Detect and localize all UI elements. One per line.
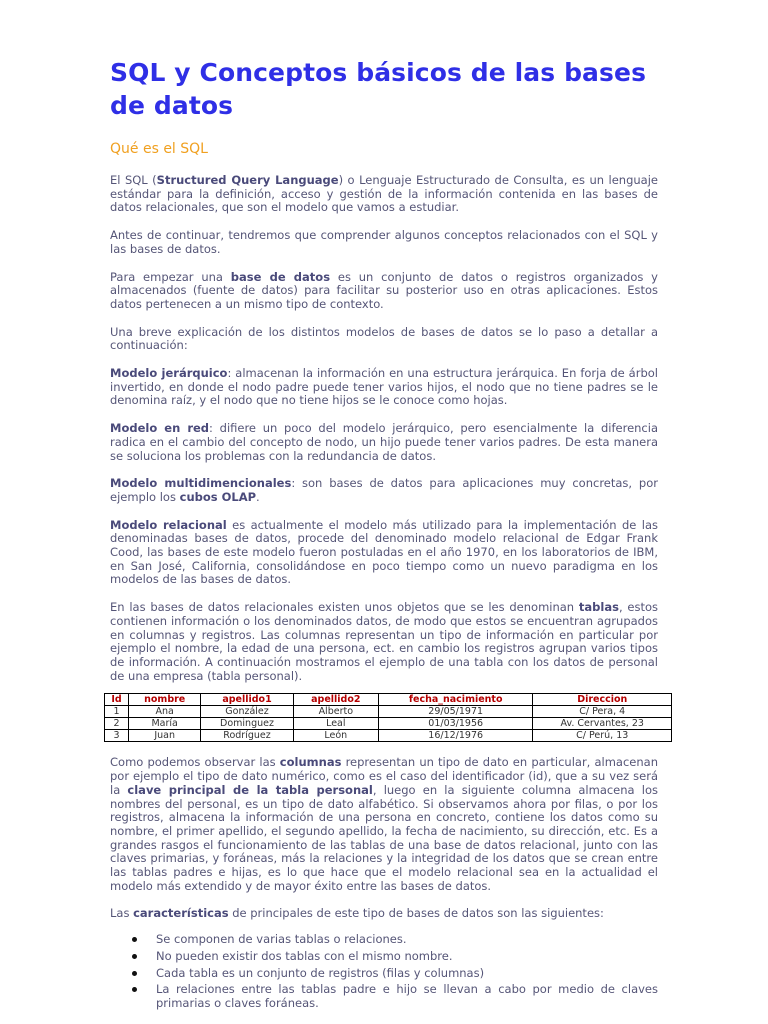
table-cell: 1 [105, 706, 129, 718]
table-cell: 3 [105, 730, 129, 742]
list-item [132, 933, 658, 947]
table-header-row [105, 694, 672, 706]
bullet-icon [132, 971, 137, 976]
text: de principales de este tipo de bases de datos son las siguientes: [228, 906, 604, 921]
text: : son bases de datos para aplicaciones muy concretas, por ejemplo los [110, 476, 658, 504]
text: es un conjunto de datos o registros organizados y almacenados (fuente de datos) para facilitar su posterior uso en otras aplicaciones. Estos datos pertenecen a un mismo tipo de contexto. [110, 269, 658, 311]
bullet-icon [132, 954, 137, 959]
list-item-text: Cada tabla es un conjunto de registros (filas y columnas) [156, 965, 485, 980]
text: Las [110, 906, 134, 921]
paragraph-intro: Antes de continuar, tendremos que comprender algunos conceptos relacionados con el SQL y las bases de datos. [110, 228, 658, 256]
paragraph-base-de-datos [110, 271, 658, 312]
bullet-icon [132, 937, 137, 942]
table-cell: C/ Perú, 13 [533, 730, 672, 742]
paragraph-modelo-relacional [110, 519, 658, 588]
table-cell: Av. Cervantes, 23 [533, 718, 672, 730]
paragraph-columnas [110, 756, 658, 893]
list-item-text: Se componen de varias tablas o relaciones. [156, 932, 407, 947]
table-cell: Alberto [293, 706, 378, 718]
paragraph-modelo-jerarquico [110, 367, 658, 408]
personal-table [104, 693, 672, 742]
text: representan un tipo de dato en particular, almacenan por ejemplo el tipo de dato numérico, como es el caso del identificador (id), que a su vez será la [110, 755, 659, 797]
table-cell: 29/05/1971 [378, 706, 533, 718]
text: es actualmente el modelo más utilizado para la implementación de las denominadas bases de datos, procede del denominado modelo relacional de Edgar Frank Cood, las bases de este modelo fueron postuladas en el año 1970, en los laboratorios de IBM, en San José, California, consolidándose en poco tiempo como un nuevo paradigma en los modelos de las bases de datos. [110, 517, 658, 587]
table-cell: Rodríguez [201, 730, 293, 742]
table-cell: Juan [129, 730, 201, 742]
column-header: apellido2 [293, 694, 378, 706]
table-cell: González [201, 706, 293, 718]
paragraph-sql-definition [110, 174, 658, 215]
list-item-text: No pueden existir dos tablas con el mismo nombre. [156, 948, 453, 963]
table-cell: Leal [293, 718, 378, 730]
column-header: apellido1 [201, 694, 293, 706]
text: : almacenan la información en una estructura jerárquica. En forja de árbol invertido, en donde el nodo padre puede tener varios hijos, el nodo que no tiene padres se le denomina raíz, y el nodo que no tiene hijos se le conoce como hojas. [110, 366, 658, 408]
text: El SQL ( [110, 173, 157, 187]
term-tablas: tablas [578, 600, 619, 615]
table-cell: Ana [129, 706, 201, 718]
page-title: SQL y Conceptos básicos de las bases de datos [110, 58, 647, 120]
characteristics-list [110, 933, 658, 1011]
paragraph-modelo-en-red [110, 422, 658, 463]
column-header: Id [105, 694, 129, 706]
text: En las bases de datos relacionales existen unos objetos que se les denominan [110, 600, 579, 615]
term-modelo-multidimensional: Modelo multidimencionales [110, 476, 292, 491]
paragraph-modelo-multidimensional [110, 477, 658, 504]
paragraph-modelos-intro: Una breve explicación de los distintos modelos de bases de datos se lo paso a detallar a continuación: [110, 324, 658, 353]
table-row [105, 718, 672, 730]
term-modelo-jerarquico: Modelo jerárquico [110, 366, 228, 381]
paragraph-caracteristicas [110, 907, 658, 921]
text: : difiere un poco del modelo jerárquico, pero esencialmente la diferencia radica en el cambio del concepto de nodo, un hijo puede tener varios padres. De esta manera se soluciona los problemas con la redundancia de datos. [110, 421, 658, 463]
table-cell: León [293, 730, 378, 742]
column-header: nombre [129, 694, 201, 706]
text: , estos contienen información o los denominados datos, de modo que estos se encuentran agrupados en columnas y registros. Las columnas representan un tipo de información en particular por ejemplo el nombre, la edad de una persona, ect. en cambio los registros agrupan varios tipos de información. A continuación mostramos el ejemplo de una tabla con los datos de personal de una empresa (tabla personal). [110, 600, 658, 683]
term-modelo-en-red: Modelo en red [110, 421, 210, 436]
list-item [132, 967, 658, 981]
column-header: fecha_nacimiento [378, 694, 533, 706]
term-columnas: columnas [279, 755, 342, 770]
table-cell: C/ Pera, 4 [533, 706, 672, 718]
section-heading: Qué es el SQL [110, 141, 208, 157]
list-item [132, 950, 658, 964]
term-structured-query-language: Structured Query Language [156, 173, 339, 187]
text: . [256, 489, 260, 504]
text: Para empezar una [110, 269, 231, 284]
text: , luego en la siguiente columna almacena los nombres del personal, es un tipo de dato alfabético. Si observamos ahora por filas, o por los registros, almacena la información de una persona en concreto, contiene los datos como su nombre, el primer apellido, el segundo apellido, la fecha de nacimiento, su dirección, etc. Es a grandes rasgos el funcionamiento de las tablas de una base de datos relacional, junto con las claves primarias, y foráneas, más la relaciones y la integridad de los datos que se crean entre las tablas padres e hijas, es lo que hace que el modelo relacional sea en la actualidad el modelo más extendido y de mayor éxito entre las bases de datos. [110, 782, 658, 893]
table-cell: 01/03/1956 [378, 718, 533, 730]
table-cell: Dominguez [201, 718, 293, 730]
table-cell: 2 [105, 718, 129, 730]
list-item-text: La relaciones entre las tablas padre e hijo se llevan a cabo por medio de claves primarias o claves foráneas. [156, 982, 658, 1010]
table-cell: 16/12/1976 [378, 730, 533, 742]
term-base-de-datos: base de datos [230, 269, 331, 284]
term-clave-principal: clave principal de la tabla personal [127, 782, 373, 797]
list-item [132, 983, 658, 1010]
table-row [105, 706, 672, 718]
paragraph-tablas [110, 601, 658, 683]
text: Como podemos observar las [110, 755, 280, 770]
column-header: Direccion [533, 694, 672, 706]
term-cubos-olap: cubos OLAP [179, 489, 257, 504]
text: ) o Lenguaje Estructurado de Consulta, es un lenguaje estándar para la definición, acceso y gestión de la información contenida en las bases de datos relacionales, que son el modelo que vamos a estudiar. [110, 173, 658, 215]
table-cell: María [129, 718, 201, 730]
table-row [105, 730, 672, 742]
term-caracteristicas: características [133, 906, 229, 921]
bullet-icon [132, 987, 137, 992]
term-modelo-relacional: Modelo relacional [110, 517, 227, 532]
